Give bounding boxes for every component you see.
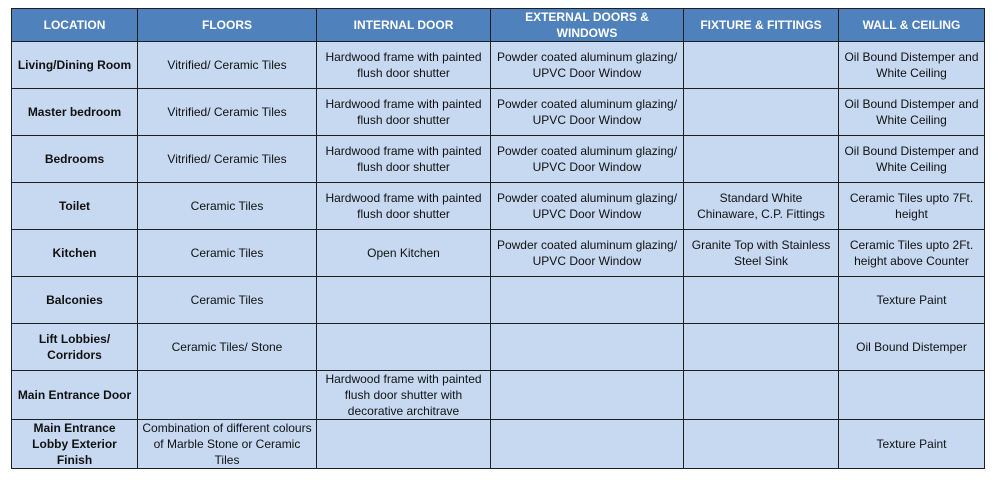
cell-external: Powder coated aluminum glazing/ UPVC Door Window <box>491 230 684 277</box>
cell-floors: Vitrified/ Ceramic Tiles <box>138 89 317 136</box>
cell-floors: Vitrified/ Ceramic Tiles <box>138 42 317 89</box>
cell-floors: Combination of different colours of Marble Stone or Ceramic Tiles <box>138 420 317 469</box>
cell-floors: Ceramic Tiles <box>138 183 317 230</box>
cell-internal-door: Open Kitchen <box>317 230 491 277</box>
cell-fixtures <box>684 42 839 89</box>
cell-location: Living/Dining Room <box>12 42 138 89</box>
cell-fixtures <box>684 420 839 469</box>
cell-external: Powder coated aluminum glazing/ UPVC Door Window <box>491 42 684 89</box>
table-row <box>12 89 985 136</box>
cell-external <box>491 277 684 324</box>
cell-internal-door: Hardwood frame with painted flush door shutter <box>317 42 491 89</box>
specifications-table <box>11 8 985 469</box>
cell-wall: Oil Bound Distemper <box>839 324 985 371</box>
cell-location: Lift Lobbies/ Corridors <box>12 324 138 371</box>
table-header <box>12 9 985 42</box>
cell-location: Main Entrance Lobby Exterior Finish <box>12 420 138 469</box>
cell-location: Kitchen <box>12 230 138 277</box>
header-fixture-fittings: FIXTURE & FITTINGS <box>684 9 839 42</box>
cell-wall <box>839 371 985 420</box>
header-external-doors-windows: EXTERNAL DOORS & WINDOWS <box>491 9 684 42</box>
cell-external <box>491 420 684 469</box>
cell-wall: Oil Bound Distemper and White Ceiling <box>839 89 985 136</box>
cell-internal-door: Hardwood frame with painted flush door shutter <box>317 136 491 183</box>
cell-internal-door: Hardwood frame with painted flush door shutter <box>317 89 491 136</box>
cell-wall: Texture Paint <box>839 277 985 324</box>
table-row <box>12 230 985 277</box>
table-row <box>12 324 985 371</box>
cell-internal-door <box>317 420 491 469</box>
header-row <box>12 9 985 42</box>
table-row <box>12 136 985 183</box>
cell-floors <box>138 371 317 420</box>
cell-floors: Ceramic Tiles/ Stone <box>138 324 317 371</box>
header-location: LOCATION <box>12 9 138 42</box>
cell-external: Powder coated aluminum glazing/ UPVC Door Window <box>491 136 684 183</box>
table-body <box>12 42 985 469</box>
cell-internal-door <box>317 324 491 371</box>
cell-location: Bedrooms <box>12 136 138 183</box>
cell-location: Main Entrance Door <box>12 371 138 420</box>
cell-location: Toilet <box>12 183 138 230</box>
cell-fixtures <box>684 89 839 136</box>
cell-floors: Ceramic Tiles <box>138 277 317 324</box>
table-row <box>12 277 985 324</box>
cell-fixtures <box>684 136 839 183</box>
cell-external: Powder coated aluminum glazing/ UPVC Door Window <box>491 183 684 230</box>
header-wall-ceiling: WALL & CEILING <box>839 9 985 42</box>
cell-internal-door: Hardwood frame with painted flush door shutter <box>317 183 491 230</box>
cell-external: Powder coated aluminum glazing/ UPVC Door Window <box>491 89 684 136</box>
table-row <box>12 420 985 469</box>
cell-internal-door: Hardwood frame with painted flush door shutter with decorative architrave <box>317 371 491 420</box>
cell-floors: Ceramic Tiles <box>138 230 317 277</box>
cell-wall: Oil Bound Distemper and White Ceiling <box>839 42 985 89</box>
cell-wall: Ceramic Tiles upto 2Ft. height above Counter <box>839 230 985 277</box>
cell-location: Master bedroom <box>12 89 138 136</box>
cell-wall: Texture Paint <box>839 420 985 469</box>
cell-fixtures <box>684 371 839 420</box>
header-internal-door: INTERNAL DOOR <box>317 9 491 42</box>
table-row <box>12 183 985 230</box>
header-floors: FLOORS <box>138 9 317 42</box>
cell-external <box>491 324 684 371</box>
cell-wall: Ceramic Tiles upto 7Ft. height <box>839 183 985 230</box>
cell-fixtures: Standard White Chinaware, C.P. Fittings <box>684 183 839 230</box>
cell-external <box>491 371 684 420</box>
table-row <box>12 42 985 89</box>
cell-fixtures <box>684 277 839 324</box>
table-row <box>12 371 985 420</box>
cell-location: Balconies <box>12 277 138 324</box>
cell-fixtures <box>684 324 839 371</box>
cell-internal-door <box>317 277 491 324</box>
cell-floors: Vitrified/ Ceramic Tiles <box>138 136 317 183</box>
cell-wall: Oil Bound Distemper and White Ceiling <box>839 136 985 183</box>
cell-fixtures: Granite Top with Stainless Steel Sink <box>684 230 839 277</box>
